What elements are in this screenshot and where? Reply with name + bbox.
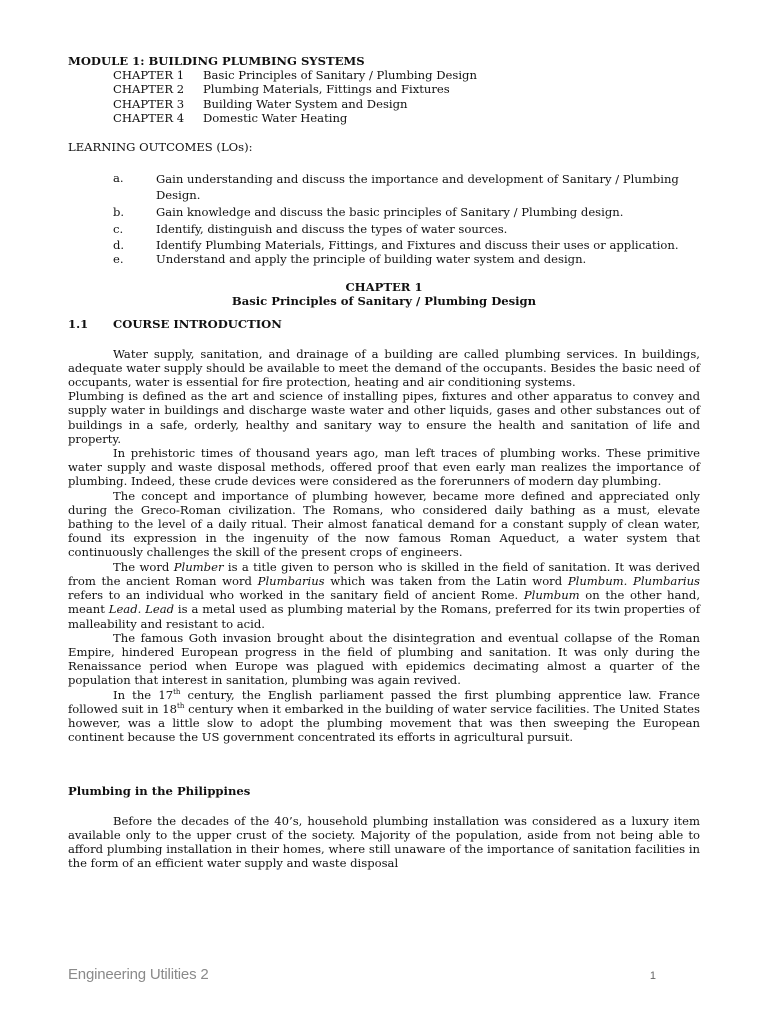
learning-outcome-item	[68, 222, 700, 236]
section-number: 1.1	[68, 317, 89, 332]
chapter-list-item	[68, 68, 700, 82]
italic-term: Plumbarius	[257, 573, 325, 588]
outcome-text: Understand and apply the principle of building water system and design.	[156, 251, 587, 266]
footer-title: Engineering Utilities 2	[68, 966, 209, 983]
text-run: century, the English parliament passed the first plumbing apprentice law. France followed suit in 18	[68, 687, 700, 716]
outcome-letter: e.	[113, 251, 124, 266]
text-run: In the 17	[113, 687, 174, 702]
text-run: The word	[113, 559, 174, 574]
learning-outcomes-list	[68, 171, 700, 266]
chapter-title: Domestic Water Heating	[203, 110, 348, 125]
body-paragraph: Plumbing is defined as the art and science of installing pipes, fixtures and other apparatus to convey and supply water in buildings and discharge waste water and other liquids, gases and other substances out of buildings in a safe, orderly, healthy and sanitary way to ensure the health and sanitation of life and property.	[68, 389, 700, 446]
learning-outcome-item	[68, 238, 700, 252]
outcome-letter: b.	[113, 205, 125, 220]
outcome-letter: d.	[113, 237, 125, 252]
body-paragraph	[68, 560, 700, 631]
chapter-title: Building Water System and Design	[203, 96, 408, 111]
chapter-number: CHAPTER 4	[113, 110, 185, 125]
chapter-number: CHAPTER 2	[113, 82, 185, 97]
module-title: MODULE 1: BUILDING PLUMBING SYSTEMS	[68, 54, 365, 68]
page-number: 1	[649, 970, 656, 982]
chapter-title-heading: Basic Principles of Sanitary / Plumbing Design	[231, 294, 537, 309]
section-heading	[68, 317, 700, 331]
learning-outcomes-heading: LEARNING OUTCOMES (LOs):	[68, 140, 253, 155]
document-page	[68, 54, 700, 870]
learning-outcome-item	[68, 171, 700, 203]
chapter-list	[68, 68, 700, 125]
text-run: refers to an individual who worked in the sanitary field of ancient Rome.	[68, 588, 524, 603]
learning-outcome-item	[68, 205, 700, 219]
italic-term: Plumbum. Plumbarius	[567, 573, 700, 588]
body-paragraph: Water supply, sanitation, and drainage of a building are called plumbing services. In buildings, adequate water supply should be available to meet the demand of the occupants. Besides the basic need of occupants, water is essential for fire protection, heating and air conditioning systems.	[68, 346, 700, 390]
superscript: th	[177, 701, 185, 710]
italic-term: Plumber	[173, 559, 224, 574]
italic-term: Lead. Lead	[108, 602, 175, 617]
text-run: is a title given to person who is skilled in the field of sanitation. It was derived from the ancient Roman word	[68, 559, 700, 588]
body-paragraph: The concept and importance of plumbing however, became more defined and appreciated only during the Greco-Roman civilization. The Romans, who considered daily bathing as a must, elevate bathing to the level of a daily ritual. Their almost fanatical demand for a constant supply of clean water, found its expression in the ingenuity of the now famous Roman Aqueduct, a water system that continuously challenges the skill of the present crops of engineers.	[68, 488, 700, 560]
chapter-list-item	[68, 111, 700, 125]
text-run: is a metal used as plumbing material by the Romans, preferred for its twin properties of malleability and resistant to acid.	[68, 602, 700, 631]
outcome-text: Identify Plumbing Materials, Fittings, and Fixtures and discuss their uses or application.	[156, 237, 679, 252]
body-paragraph: In prehistoric times of thousand years ago, man left traces of plumbing works. These primitive water supply and waste disposal methods, offered proof that even early man realizes the importance of plumbing. Indeed, these crude devices were considered as the forerunners of modern day plumbing.	[68, 446, 700, 489]
chapter-list-item	[68, 82, 700, 96]
body-paragraph	[68, 688, 700, 745]
body-paragraph: The famous Goth invasion brought about the disintegration and eventual collapse of the Roman Empire, hindered European progress in the field of plumbing and sanitation. It was only during the Renaissance period when Europe was plagued with epidemics decimating almost a quarter of the population that interest in sanitation, plumbing was again revived.	[68, 630, 700, 688]
italic-term: Plumbum	[523, 588, 580, 603]
outcome-text: Gain understanding and discuss the importance and development of Sanitary / Plumbing Design.	[156, 172, 679, 203]
page-footer	[68, 966, 700, 988]
chapter-heading	[68, 280, 700, 308]
superscript: th	[173, 687, 181, 696]
section-title: COURSE INTRODUCTION	[113, 317, 282, 332]
chapter-title: Basic Principles of Sanitary / Plumbing Design	[203, 68, 477, 83]
outcome-letter: c.	[113, 222, 124, 237]
text-run: century when it embarked in the building of water service facilities. The United States however, was a little slow to adopt the plumbing movement that was then sweeping the European continent because the US government concentrated its efforts in agricultural pursuit.	[68, 701, 700, 745]
outcome-text: Gain knowledge and discuss the basic principles of Sanitary / Plumbing design.	[156, 205, 624, 220]
subsection-heading: Plumbing in the Philippines	[68, 784, 251, 799]
chapter-label: CHAPTER 1	[345, 280, 423, 295]
text-run: which was taken from the Latin word	[324, 573, 568, 588]
chapter-list-item	[68, 97, 700, 111]
body-paragraph: Before the decades of the 40’s, household plumbing installation was considered as a luxury item available only to the upper crust of the society. Majority of the population, aside from not being able to afford plumbing installation in their homes, where still unaware of the importance of sanitation facilities in the form of an efficient water supply and waste disposal	[68, 813, 700, 871]
learning-outcome-item	[68, 252, 700, 266]
outcome-letter: a.	[113, 171, 124, 186]
outcome-text: Identify, distinguish and discuss the types of water sources.	[156, 222, 508, 237]
chapter-number: CHAPTER 3	[113, 96, 185, 111]
chapter-title: Plumbing Materials, Fittings and Fixtures	[203, 82, 450, 97]
text-run: on the other hand, meant	[68, 588, 701, 617]
chapter-number: CHAPTER 1	[113, 68, 185, 83]
